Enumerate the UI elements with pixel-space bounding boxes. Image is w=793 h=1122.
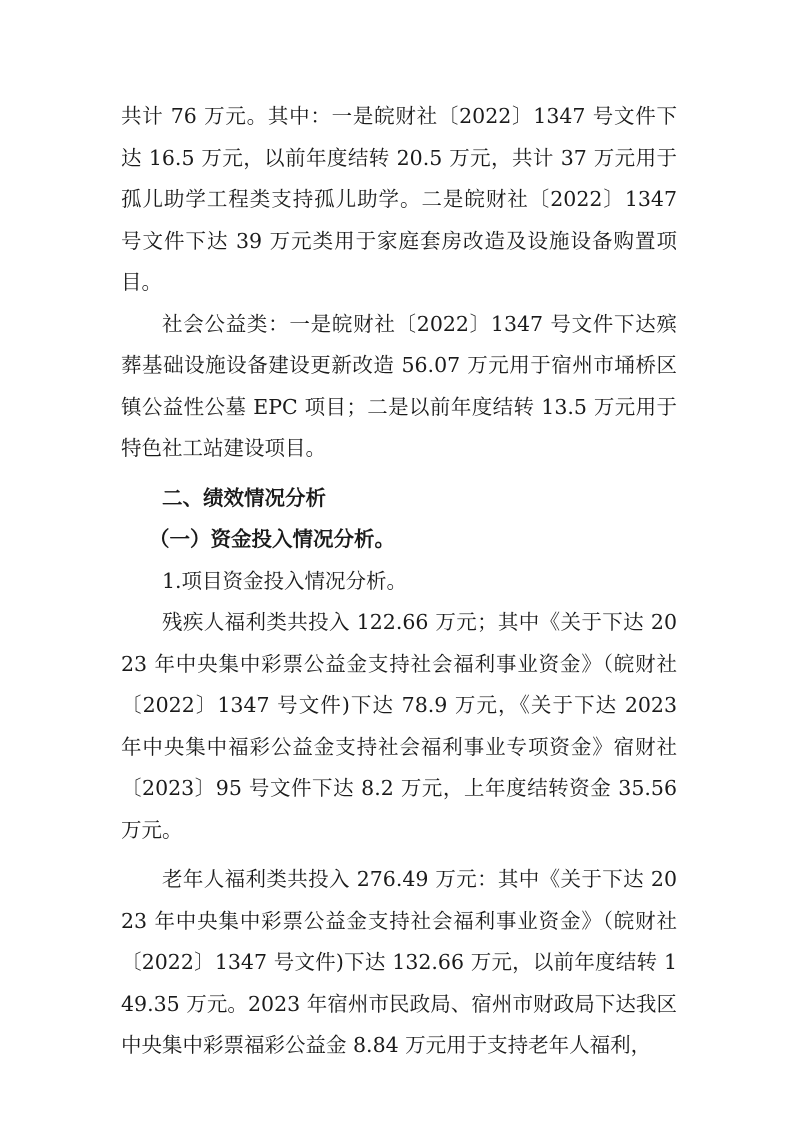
spacer [121, 470, 677, 478]
paragraph-orphan-funds: 共计 76 万元。其中：一是皖财社〔2022〕1347 号文件下达 16.5 万元，以前年度结转 20.5 万元，共计 37 万元用于孤儿助学工程类支持孤儿助学。二是皖财社〔2022〕1347 号文件下达 39 万元类用于家庭套房改造及设施设备购置项目。 [121, 104, 677, 294]
paragraph-elderly-welfare: 老年人福利类共投入 276.49 万元：其中《关于下达 2023 年中央集中彩票公益金支持社会福利事业资金》（皖财社〔2022〕1347 号文件)下达 132.66 万元，以前年度结转 149.35 万元。2023 年宿州市民政局、宿州市财政局下达我区中央集中彩票福彩公益金 8.84 万元用于支持老年人福利， [121, 867, 677, 1057]
paragraph-social-welfare: 社会公益类：一是皖财社〔2022〕1347 号文件下达殡葬基础设施设备建设更新改造 56.07 万元用于宿州市埇桥区镇公益性公墓 EPC 项目；二是以前年度结转 13.5 万元用于特色社工站建设项目。 [121, 311, 677, 460]
subsection-heading-funding: （一）资金投入情况分析。 [149, 527, 395, 551]
paragraph-disabled-welfare: 残疾人福利类共投入 122.66 万元；其中《关于下达 2023 年中央集中彩票公益金支持社会福利事业资金》（皖财社〔2022〕1347 号文件)下达 78.9 万元，《关于下达 2023 年中央集中福彩公益金支持社会福利事业专项资金》宿财社〔2023〕95 号文件下达 8.2 万元，上年度结转资金 35.56 万元。 [121, 610, 677, 842]
document-body [121, 96, 677, 1067]
subsection-item-heading: 1.项目资金投入情况分析。 [162, 568, 408, 593]
section-heading-performance: 二、绩效情况分析 [162, 485, 326, 510]
spacer [121, 851, 677, 859]
